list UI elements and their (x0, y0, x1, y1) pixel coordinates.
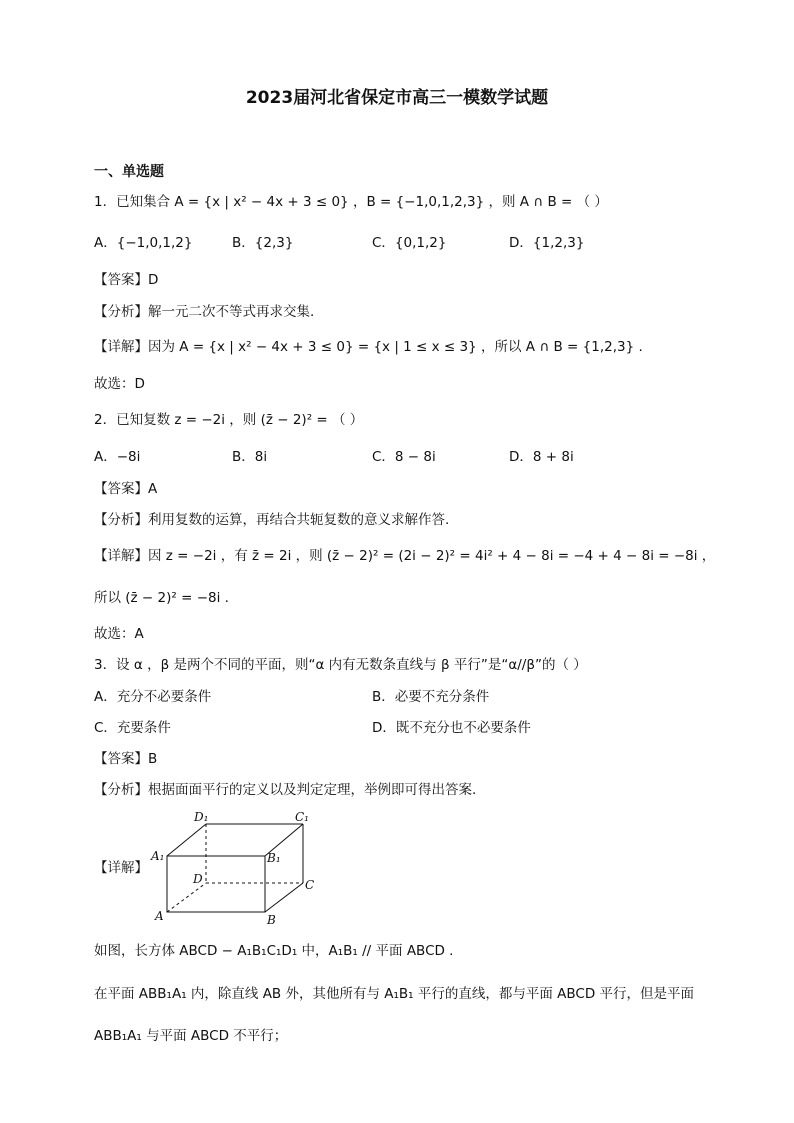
q1-option-a: A．{−1,0,1,2} (94, 235, 193, 251)
q3-answer: 【答案】B (94, 751, 158, 767)
cuboid-figure (150, 808, 320, 926)
q2-detail: 【详解】因 z = −2i ，有 z̄ = 2i ，则 (z̄ − 2)² = (2i − 2)² = 4i² + 4 − 8i = −4 + 4 − 8i = −8i ， (94, 548, 716, 564)
q3-analysis: 【分析】根据面面平行的定义以及判定定理，举例即可得出答案. (94, 782, 477, 798)
section-heading: 一、单选题 (94, 164, 164, 180)
q3-option-a: A．充分不必要条件 (94, 689, 212, 705)
q1-option-c: C．{0,1,2} (372, 235, 447, 251)
q1-analysis: 【分析】解一元二次不等式再求交集. (94, 304, 315, 320)
q3-paragraph-1: 如图，长方体 ABCD − A₁B₁C₁D₁ 中，A₁B₁ // 平面 ABCD . (94, 943, 454, 959)
label-b: B (267, 913, 276, 926)
label-b1: B₁ (267, 851, 281, 865)
q2-option-b: B．8i (232, 449, 268, 465)
label-d: D (193, 872, 203, 886)
q3-option-d: D．既不充分也不必要条件 (372, 720, 531, 736)
q1-option-b: B．{2,3} (232, 235, 294, 251)
label-c: C (305, 878, 315, 892)
label-a1: A₁ (151, 849, 165, 863)
front-face (167, 856, 265, 912)
q2-choice: 故选：A (94, 626, 144, 642)
question-1-stem: 1．已知集合 A = {x | x² − 4x + 3 ≤ 0} ，B = {−1,0,1,2,3} ，则 A ∩ B = （ ） (94, 194, 608, 210)
q3-paragraph-3: ABB₁A₁ 与平面 ABCD 不平行； (94, 1028, 288, 1044)
label-a: A (155, 909, 164, 923)
document-title: 2023届河北省保定市高三一模数学试题 (245, 88, 549, 108)
label-c1: C₁ (295, 810, 309, 824)
q1-answer: 【答案】D (94, 272, 159, 288)
q2-option-c: C．8 − 8i (372, 449, 436, 465)
q1-choice: 故选：D (94, 376, 145, 392)
label-d1: D₁ (194, 810, 209, 824)
q1-option-d: D．{1,2,3} (509, 235, 585, 251)
q3-paragraph-2: 在平面 ABB₁A₁ 内，除直线 AB 外，其他所有与 A₁B₁ 平行的直线，都与平面 ABCD 平行，但是平面 (94, 986, 695, 1002)
q1-detail: 【详解】因为 A = {x | x² − 4x + 3 ≤ 0} = {x | 1 ≤ x ≤ 3} ，所以 A ∩ B = {1,2,3} . (94, 339, 643, 355)
question-2-stem: 2．已知复数 z = −2i ，则 (z̄ − 2)² = （ ） (94, 412, 364, 428)
q2-option-a: A．−8i (94, 449, 141, 465)
q3-option-b: B．必要不充分条件 (372, 689, 490, 705)
question-3-stem: 3．设 α ，β 是两个不同的平面，则“α 内有无数条直线与 β 平行”是“α//β”的（ ） (94, 657, 587, 673)
q2-analysis: 【分析】利用复数的运算，再结合共轭复数的意义求解作答. (94, 512, 450, 528)
q3-detail-tag: 【详解】 (94, 860, 148, 876)
q2-option-d: D．8 + 8i (509, 449, 574, 465)
q3-option-c: C．充要条件 (94, 720, 171, 736)
q2-answer: 【答案】A (94, 481, 158, 497)
q2-detail-continued: 所以 (z̄ − 2)² = −8i . (94, 590, 229, 606)
